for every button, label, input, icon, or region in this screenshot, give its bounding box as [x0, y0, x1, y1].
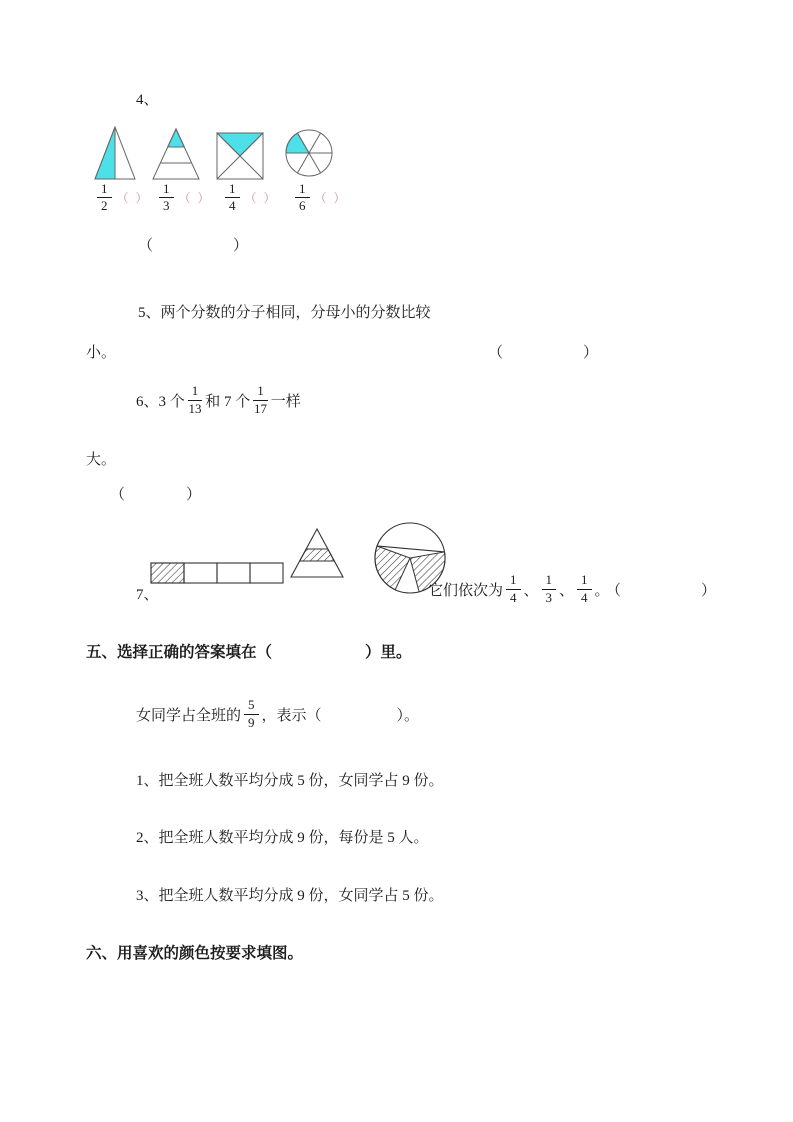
triangle-half-shaded-shape [92, 124, 138, 182]
section-5-option-1: 1、把全班人数平均分成 5 份，女同学占 9 份。 [136, 773, 444, 789]
fraction-label-1-6 [292, 182, 348, 214]
answer-paren: （ ） [178, 191, 212, 206]
question-5-text-wrap: 小。 [86, 345, 117, 361]
fraction-5-9: $\frac{5}{9}$ [244, 698, 259, 730]
separator: 、 [523, 582, 539, 599]
fraction-1-3-b: $\frac{1}{3}$ [542, 573, 557, 605]
question-6-part1: 6、3 个 [136, 393, 185, 410]
question-6-text-wrap: 大。 [86, 452, 117, 468]
fraction-1-4-c: $\frac{1}{4}$ [577, 573, 592, 605]
question-5-answer-blank: （ ） [488, 345, 603, 361]
fraction-1-4-a: $\frac{1}{4}$ [506, 573, 521, 605]
answer-paren: （ ） [314, 191, 348, 206]
triangle-middle-band-hatched-shape [288, 526, 346, 580]
question-5-text: 5、两个分数的分子相同，分母小的分数比较 [138, 305, 431, 321]
fraction-label-1-4 [222, 182, 278, 214]
square-quarter-shaded-shape [214, 130, 266, 182]
fraction-1-17: $\frac{1}{17}$ [254, 383, 268, 416]
circle-sixth-shaded-shape [283, 127, 335, 179]
fraction-1-13: $\frac{1}{13}$ [188, 383, 202, 416]
fraction-1-2: $\frac{1}{2}$ [97, 182, 112, 214]
fraction-label-1-3 [156, 182, 212, 214]
section-5-intro [136, 697, 419, 731]
fraction-label-1-2 [94, 182, 150, 214]
question-7-answer-blank: 。（ ） [594, 582, 721, 599]
fraction-1-4: $\frac{1}{4}$ [225, 182, 240, 214]
fraction-1-3: $\frac{1}{3}$ [159, 182, 174, 214]
question-6-part2: 和 7 个 [205, 393, 251, 410]
rectangle-strip-quarter-hatched-shape [150, 562, 286, 584]
section-5-intro-prefix: 女同学占全班的 [136, 707, 242, 724]
question-7-number: 7、 [136, 587, 159, 603]
answer-paren: （ ） [244, 191, 278, 206]
question-4-number: 4、 [136, 92, 159, 108]
section-5-heading: 五、选择正确的答案填在（ ）里。 [86, 644, 412, 661]
question-6-answer-blank: （ ） [110, 487, 206, 503]
section-5-option-3: 3、把全班人数平均分成 9 份，女同学占 5 份。 [136, 888, 444, 904]
section-5-option-2: 2、把全班人数平均分成 9 份，每份是 5 人。 [136, 830, 429, 846]
section-6-heading: 六、用喜欢的颜色按要求填图。 [86, 945, 304, 962]
question-7-caption-prefix: 它们依次为 [428, 582, 504, 599]
question-7-caption [428, 572, 720, 606]
triangle-third-shaded-shape [150, 126, 202, 182]
question-4-answer-blank: （ ） [138, 238, 253, 254]
separator: 、 [559, 582, 575, 599]
answer-paren: （ ） [116, 191, 150, 206]
question-6-line [136, 384, 301, 416]
question-6-part3: 一样 [270, 393, 301, 410]
section-5-intro-suffix: ，表示（ ）。 [261, 707, 420, 724]
fraction-1-6: $\frac{1}{6}$ [295, 182, 310, 214]
